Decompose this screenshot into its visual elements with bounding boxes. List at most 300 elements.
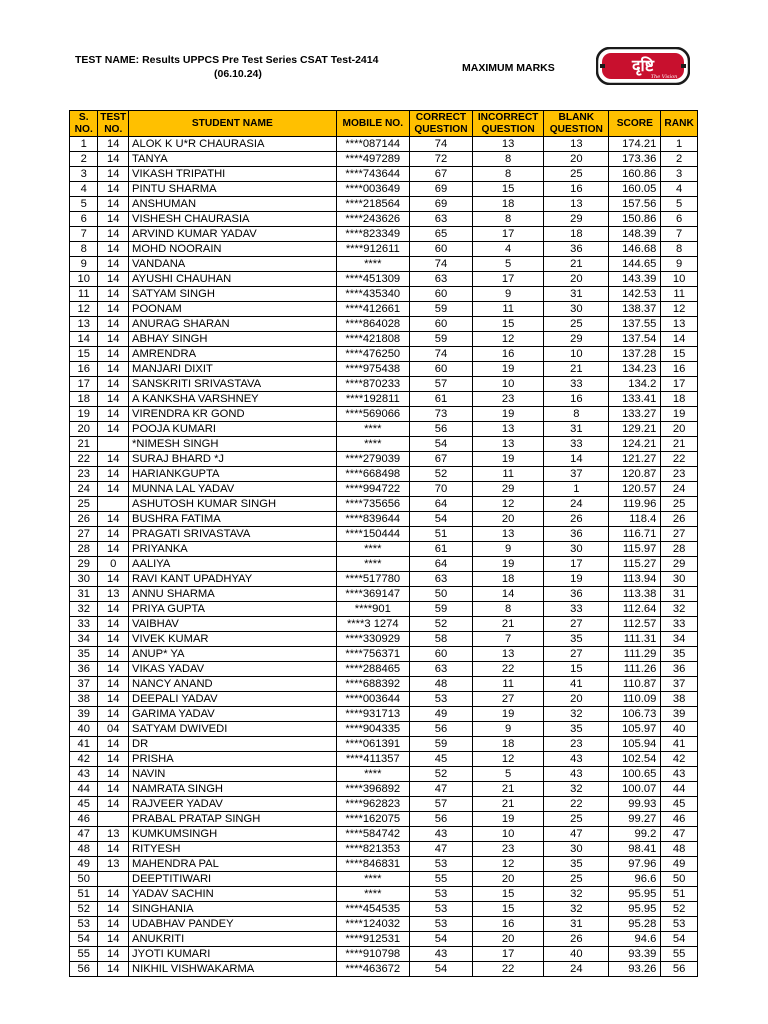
cell-mobile-no: ****451309 — [336, 272, 409, 287]
cell-incorrect-question: 11 — [473, 677, 544, 692]
cell-score: 115.27 — [609, 557, 661, 572]
test-date: (06.10.24) — [214, 68, 262, 80]
cell-incorrect-question: 20 — [473, 512, 544, 527]
cell-s-no: 52 — [70, 902, 98, 917]
table-row — [70, 947, 698, 962]
cell-rank: 17 — [661, 377, 698, 392]
cell-blank-question: 20 — [544, 152, 609, 167]
cell-student-name: JYOTI KUMARI — [129, 947, 337, 962]
table-row — [70, 317, 698, 332]
column-header-s-no: S. NO. — [70, 111, 98, 137]
cell-rank: 7 — [661, 227, 698, 242]
cell-correct-question: 59 — [409, 302, 472, 317]
cell-mobile-no: ****279039 — [336, 452, 409, 467]
cell-s-no: 48 — [70, 842, 98, 857]
cell-test-no: 14 — [98, 737, 129, 752]
table-row — [70, 587, 698, 602]
cell-correct-question: 52 — [409, 767, 472, 782]
cell-correct-question: 60 — [409, 317, 472, 332]
cell-incorrect-question: 8 — [473, 212, 544, 227]
cell-rank: 11 — [661, 287, 698, 302]
cell-blank-question: 31 — [544, 287, 609, 302]
cell-student-name: TANYA — [129, 152, 337, 167]
cell-correct-question: 59 — [409, 737, 472, 752]
cell-student-name: RAVI KANT UPADHYAY — [129, 572, 337, 587]
cell-s-no: 35 — [70, 647, 98, 662]
cell-mobile-no: **** — [336, 542, 409, 557]
cell-student-name: NAVIN — [129, 767, 337, 782]
cell-score: 99.93 — [609, 797, 661, 812]
cell-blank-question: 20 — [544, 692, 609, 707]
cell-score: 106.73 — [609, 707, 661, 722]
cell-s-no: 14 — [70, 332, 98, 347]
cell-test-no: 14 — [98, 902, 129, 917]
cell-correct-question: 52 — [409, 617, 472, 632]
cell-mobile-no: ****870233 — [336, 377, 409, 392]
cell-correct-question: 57 — [409, 797, 472, 812]
cell-incorrect-question: 18 — [473, 572, 544, 587]
cell-blank-question: 35 — [544, 857, 609, 872]
cell-student-name: PINTU SHARMA — [129, 182, 337, 197]
cell-mobile-no: ****150444 — [336, 527, 409, 542]
cell-test-no — [98, 872, 129, 887]
cell-test-no: 14 — [98, 617, 129, 632]
table-row — [70, 662, 698, 677]
cell-blank-question: 1 — [544, 482, 609, 497]
cell-student-name: DEEPTITIWARI — [129, 872, 337, 887]
cell-incorrect-question: 23 — [473, 842, 544, 857]
cell-incorrect-question: 4 — [473, 242, 544, 257]
table-row — [70, 557, 698, 572]
cell-score: 111.31 — [609, 632, 661, 647]
table-row — [70, 872, 698, 887]
cell-mobile-no: ****823349 — [336, 227, 409, 242]
cell-rank: 25 — [661, 497, 698, 512]
cell-s-no: 13 — [70, 317, 98, 332]
cell-correct-question: 45 — [409, 752, 472, 767]
cell-correct-question: 43 — [409, 827, 472, 842]
cell-s-no: 34 — [70, 632, 98, 647]
cell-blank-question: 30 — [544, 542, 609, 557]
cell-mobile-no: **** — [336, 872, 409, 887]
cell-score: 102.54 — [609, 752, 661, 767]
cell-mobile-no: ****668498 — [336, 467, 409, 482]
cell-correct-question: 53 — [409, 917, 472, 932]
cell-correct-question: 74 — [409, 257, 472, 272]
cell-rank: 39 — [661, 707, 698, 722]
cell-blank-question: 31 — [544, 422, 609, 437]
cell-blank-question: 10 — [544, 347, 609, 362]
drishti-logo — [596, 47, 690, 85]
cell-score: 113.38 — [609, 587, 661, 602]
cell-score: 124.21 — [609, 437, 661, 452]
cell-s-no: 6 — [70, 212, 98, 227]
results-table — [69, 110, 698, 977]
cell-incorrect-question: 5 — [473, 257, 544, 272]
cell-rank: 47 — [661, 827, 698, 842]
cell-rank: 4 — [661, 182, 698, 197]
cell-test-no: 14 — [98, 632, 129, 647]
cell-s-no: 3 — [70, 167, 98, 182]
cell-test-no: 14 — [98, 317, 129, 332]
cell-correct-question: 64 — [409, 557, 472, 572]
cell-test-no: 14 — [98, 302, 129, 317]
cell-incorrect-question: 19 — [473, 362, 544, 377]
cell-rank: 18 — [661, 392, 698, 407]
cell-test-no: 14 — [98, 362, 129, 377]
cell-student-name: YADAV SACHIN — [129, 887, 337, 902]
cell-rank: 38 — [661, 692, 698, 707]
cell-mobile-no: ****743644 — [336, 167, 409, 182]
cell-test-no: 14 — [98, 917, 129, 932]
cell-student-name: ABHAY SINGH — [129, 332, 337, 347]
cell-rank: 53 — [661, 917, 698, 932]
cell-s-no: 17 — [70, 377, 98, 392]
table-row — [70, 617, 698, 632]
cell-student-name: NAMRATA SINGH — [129, 782, 337, 797]
cell-test-no: 14 — [98, 212, 129, 227]
cell-test-no: 14 — [98, 692, 129, 707]
cell-test-no: 14 — [98, 347, 129, 362]
cell-test-no: 14 — [98, 287, 129, 302]
column-header-student-name: STUDENT NAME — [129, 111, 337, 137]
cell-correct-question: 69 — [409, 182, 472, 197]
cell-test-no: 14 — [98, 422, 129, 437]
table-row — [70, 842, 698, 857]
cell-blank-question: 33 — [544, 377, 609, 392]
cell-student-name: PRIYANKA — [129, 542, 337, 557]
cell-score: 111.29 — [609, 647, 661, 662]
table-row — [70, 302, 698, 317]
table-row — [70, 542, 698, 557]
cell-test-no: 14 — [98, 707, 129, 722]
table-row — [70, 152, 698, 167]
cell-blank-question: 25 — [544, 872, 609, 887]
cell-mobile-no: **** — [336, 557, 409, 572]
cell-blank-question: 20 — [544, 272, 609, 287]
table-row — [70, 437, 698, 452]
cell-incorrect-question: 15 — [473, 182, 544, 197]
column-header-incorrect-question: INCORRECT QUESTION — [473, 111, 544, 137]
table-row — [70, 737, 698, 752]
cell-s-no: 37 — [70, 677, 98, 692]
cell-blank-question: 8 — [544, 407, 609, 422]
cell-student-name: AALIYA — [129, 557, 337, 572]
cell-score: 157.56 — [609, 197, 661, 212]
cell-mobile-no: ****839644 — [336, 512, 409, 527]
cell-blank-question: 23 — [544, 737, 609, 752]
cell-score: 100.07 — [609, 782, 661, 797]
cell-rank: 1 — [661, 137, 698, 152]
table-row — [70, 827, 698, 842]
cell-incorrect-question: 21 — [473, 782, 544, 797]
cell-score: 160.05 — [609, 182, 661, 197]
test-name-heading: TEST NAME: Results UPPCS Pre Test Series CSAT Test-2414 — [75, 54, 379, 66]
cell-score: 137.55 — [609, 317, 661, 332]
cell-correct-question: 67 — [409, 452, 472, 467]
cell-blank-question: 30 — [544, 302, 609, 317]
table-row — [70, 497, 698, 512]
table-row — [70, 602, 698, 617]
cell-correct-question: 48 — [409, 677, 472, 692]
cell-rank: 15 — [661, 347, 698, 362]
table-row — [70, 212, 698, 227]
cell-mobile-no: ****396892 — [336, 782, 409, 797]
cell-incorrect-question: 10 — [473, 827, 544, 842]
cell-rank: 8 — [661, 242, 698, 257]
table-row — [70, 782, 698, 797]
cell-test-no: 14 — [98, 332, 129, 347]
cell-mobile-no: ****421808 — [336, 332, 409, 347]
cell-incorrect-question: 9 — [473, 542, 544, 557]
cell-correct-question: 53 — [409, 692, 472, 707]
table-row — [70, 467, 698, 482]
cell-test-no: 04 — [98, 722, 129, 737]
cell-test-no: 14 — [98, 572, 129, 587]
cell-rank: 43 — [661, 767, 698, 782]
cell-score: 93.26 — [609, 962, 661, 977]
table-body — [70, 137, 698, 977]
cell-incorrect-question: 16 — [473, 347, 544, 362]
cell-mobile-no: **** — [336, 887, 409, 902]
cell-incorrect-question: 12 — [473, 497, 544, 512]
cell-mobile-no: **** — [336, 767, 409, 782]
table-row — [70, 677, 698, 692]
cell-rank: 16 — [661, 362, 698, 377]
cell-correct-question: 63 — [409, 662, 472, 677]
cell-incorrect-question: 8 — [473, 167, 544, 182]
cell-s-no: 29 — [70, 557, 98, 572]
column-header-blank-question: BLANK QUESTION — [544, 111, 609, 137]
cell-incorrect-question: 19 — [473, 557, 544, 572]
cell-mobile-no: ****243626 — [336, 212, 409, 227]
cell-test-no: 14 — [98, 452, 129, 467]
cell-mobile-no: ****454535 — [336, 902, 409, 917]
cell-student-name: ANSHUMAN — [129, 197, 337, 212]
cell-correct-question: 59 — [409, 602, 472, 617]
cell-score: 95.28 — [609, 917, 661, 932]
table-row — [70, 392, 698, 407]
cell-rank: 40 — [661, 722, 698, 737]
cell-rank: 37 — [661, 677, 698, 692]
cell-student-name: VIKAS YADAV — [129, 662, 337, 677]
cell-incorrect-question: 8 — [473, 602, 544, 617]
cell-score: 96.6 — [609, 872, 661, 887]
cell-incorrect-question: 29 — [473, 482, 544, 497]
cell-rank: 24 — [661, 482, 698, 497]
cell-mobile-no: ****912531 — [336, 932, 409, 947]
cell-blank-question: 41 — [544, 677, 609, 692]
cell-blank-question: 29 — [544, 212, 609, 227]
cell-correct-question: 52 — [409, 467, 472, 482]
cell-test-no: 14 — [98, 152, 129, 167]
cell-s-no: 49 — [70, 857, 98, 872]
cell-incorrect-question: 9 — [473, 287, 544, 302]
cell-correct-question: 49 — [409, 707, 472, 722]
cell-student-name: PRIYA GUPTA — [129, 602, 337, 617]
cell-incorrect-question: 13 — [473, 527, 544, 542]
cell-rank: 30 — [661, 572, 698, 587]
cell-s-no: 56 — [70, 962, 98, 977]
table-row — [70, 812, 698, 827]
cell-mobile-no: ****003644 — [336, 692, 409, 707]
cell-correct-question: 60 — [409, 287, 472, 302]
cell-student-name: ALOK K U*R CHAURASIA — [129, 137, 337, 152]
cell-score: 134.2 — [609, 377, 661, 392]
cell-mobile-no: ****688392 — [336, 677, 409, 692]
cell-student-name: NANCY ANAND — [129, 677, 337, 692]
cell-mobile-no: ****821353 — [336, 842, 409, 857]
column-header-score: SCORE — [609, 111, 661, 137]
cell-correct-question: 54 — [409, 437, 472, 452]
table-row — [70, 287, 698, 302]
cell-correct-question: 43 — [409, 947, 472, 962]
cell-s-no: 19 — [70, 407, 98, 422]
cell-correct-question: 60 — [409, 647, 472, 662]
cell-incorrect-question: 21 — [473, 797, 544, 812]
cell-rank: 26 — [661, 512, 698, 527]
cell-incorrect-question: 13 — [473, 422, 544, 437]
cell-student-name: VIVEK KUMAR — [129, 632, 337, 647]
cell-test-no: 14 — [98, 932, 129, 947]
cell-blank-question: 43 — [544, 767, 609, 782]
cell-s-no: 20 — [70, 422, 98, 437]
cell-s-no: 45 — [70, 797, 98, 812]
cell-incorrect-question: 20 — [473, 932, 544, 947]
cell-student-name: SATYAM SINGH — [129, 287, 337, 302]
cell-student-name: VANDANA — [129, 257, 337, 272]
cell-student-name: VIKASH TRIPATHI — [129, 167, 337, 182]
cell-rank: 36 — [661, 662, 698, 677]
cell-student-name: VISHESH CHAURASIA — [129, 212, 337, 227]
cell-incorrect-question: 18 — [473, 197, 544, 212]
cell-test-no — [98, 437, 129, 452]
cell-s-no: 1 — [70, 137, 98, 152]
cell-incorrect-question: 7 — [473, 632, 544, 647]
cell-correct-question: 63 — [409, 272, 472, 287]
cell-student-name: HARIANKGUPTA — [129, 467, 337, 482]
cell-blank-question: 35 — [544, 722, 609, 737]
cell-student-name: RAJVEER YADAV — [129, 797, 337, 812]
cell-correct-question: 51 — [409, 527, 472, 542]
cell-incorrect-question: 15 — [473, 887, 544, 902]
cell-mobile-no: ****910798 — [336, 947, 409, 962]
cell-correct-question: 47 — [409, 782, 472, 797]
cell-test-no: 14 — [98, 167, 129, 182]
cell-s-no: 38 — [70, 692, 98, 707]
table-row — [70, 932, 698, 947]
cell-blank-question: 29 — [544, 332, 609, 347]
cell-student-name: MUNNA LAL YADAV — [129, 482, 337, 497]
cell-incorrect-question: 12 — [473, 332, 544, 347]
cell-rank: 44 — [661, 782, 698, 797]
cell-s-no: 30 — [70, 572, 98, 587]
cell-test-no: 14 — [98, 887, 129, 902]
cell-s-no: 4 — [70, 182, 98, 197]
cell-s-no: 22 — [70, 452, 98, 467]
cell-score: 120.57 — [609, 482, 661, 497]
cell-incorrect-question: 15 — [473, 902, 544, 917]
cell-test-no: 14 — [98, 527, 129, 542]
cell-score: 146.68 — [609, 242, 661, 257]
table-row — [70, 347, 698, 362]
cell-score: 133.41 — [609, 392, 661, 407]
cell-test-no: 14 — [98, 512, 129, 527]
cell-incorrect-question: 17 — [473, 272, 544, 287]
cell-blank-question: 26 — [544, 932, 609, 947]
table-row — [70, 572, 698, 587]
cell-rank: 51 — [661, 887, 698, 902]
maximum-marks-label: MAXIMUM MARKS — [462, 62, 555, 74]
cell-incorrect-question: 11 — [473, 302, 544, 317]
cell-incorrect-question: 17 — [473, 227, 544, 242]
cell-mobile-no: ****901 — [336, 602, 409, 617]
cell-blank-question: 22 — [544, 797, 609, 812]
cell-correct-question: 65 — [409, 227, 472, 242]
cell-rank: 27 — [661, 527, 698, 542]
cell-rank: 14 — [661, 332, 698, 347]
cell-incorrect-question: 19 — [473, 452, 544, 467]
cell-mobile-no: ****864028 — [336, 317, 409, 332]
cell-score: 144.65 — [609, 257, 661, 272]
cell-incorrect-question: 9 — [473, 722, 544, 737]
table-row — [70, 887, 698, 902]
cell-correct-question: 67 — [409, 167, 472, 182]
cell-score: 110.87 — [609, 677, 661, 692]
cell-test-no: 14 — [98, 602, 129, 617]
table-row — [70, 362, 698, 377]
cell-blank-question: 17 — [544, 557, 609, 572]
logo-text: दृष्टि — [632, 56, 654, 75]
cell-test-no: 14 — [98, 662, 129, 677]
cell-correct-question: 64 — [409, 497, 472, 512]
cell-test-no: 14 — [98, 797, 129, 812]
cell-rank: 20 — [661, 422, 698, 437]
cell-test-no: 14 — [98, 377, 129, 392]
cell-s-no: 16 — [70, 362, 98, 377]
cell-incorrect-question: 8 — [473, 152, 544, 167]
cell-test-no: 14 — [98, 947, 129, 962]
cell-incorrect-question: 21 — [473, 617, 544, 632]
cell-mobile-no: ****411357 — [336, 752, 409, 767]
cell-correct-question: 72 — [409, 152, 472, 167]
cell-rank: 10 — [661, 272, 698, 287]
cell-rank: 33 — [661, 617, 698, 632]
cell-student-name: SANSKRITI SRIVASTAVA — [129, 377, 337, 392]
cell-correct-question: 50 — [409, 587, 472, 602]
cell-score: 129.21 — [609, 422, 661, 437]
cell-score: 94.6 — [609, 932, 661, 947]
cell-s-no: 43 — [70, 767, 98, 782]
cell-student-name: ANUKRITI — [129, 932, 337, 947]
cell-blank-question: 36 — [544, 242, 609, 257]
cell-score: 105.97 — [609, 722, 661, 737]
table-row — [70, 482, 698, 497]
cell-incorrect-question: 17 — [473, 947, 544, 962]
cell-incorrect-question: 19 — [473, 707, 544, 722]
column-header-mobile-no: MOBILE NO. — [336, 111, 409, 137]
cell-correct-question: 61 — [409, 542, 472, 557]
cell-s-no: 53 — [70, 917, 98, 932]
cell-s-no: 27 — [70, 527, 98, 542]
cell-blank-question: 26 — [544, 512, 609, 527]
cell-test-no: 14 — [98, 242, 129, 257]
cell-mobile-no: ****369147 — [336, 587, 409, 602]
cell-student-name: SINGHANIA — [129, 902, 337, 917]
cell-s-no: 11 — [70, 287, 98, 302]
cell-test-no: 14 — [98, 962, 129, 977]
cell-score: 110.09 — [609, 692, 661, 707]
